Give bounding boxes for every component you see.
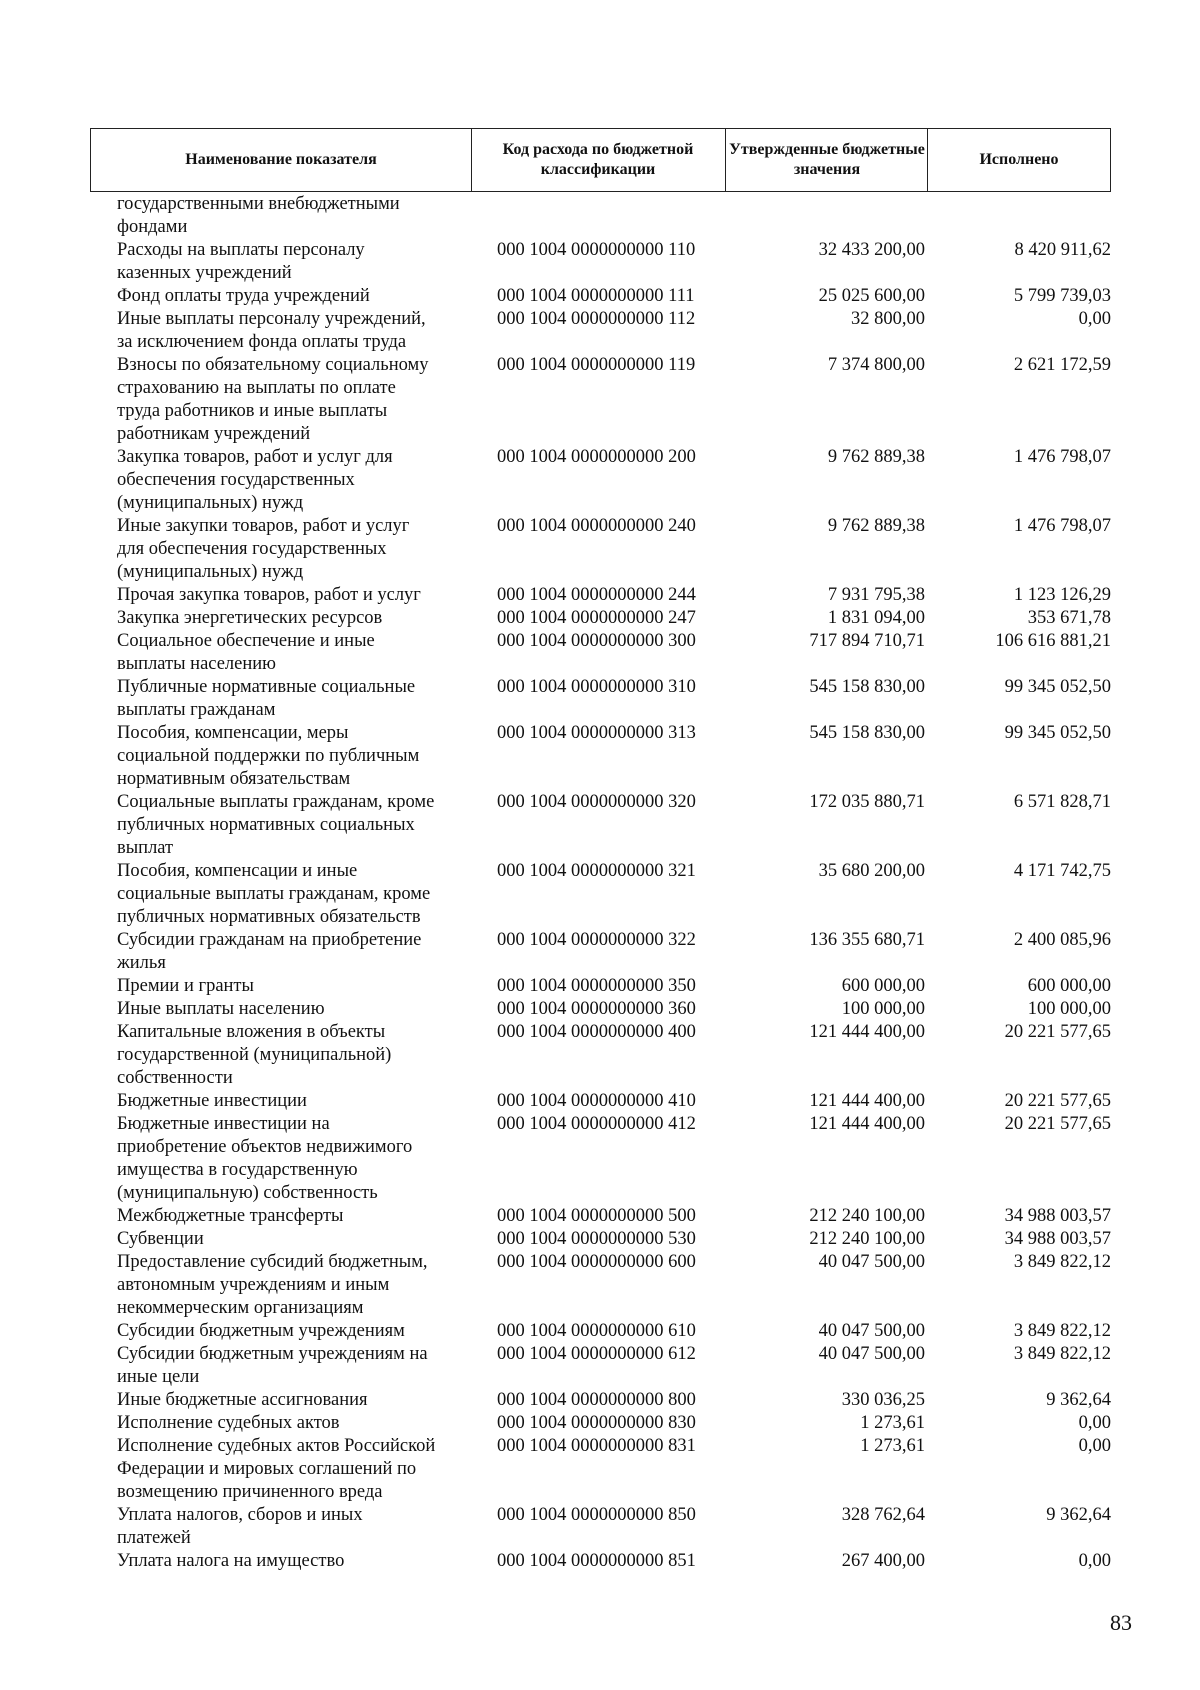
row-approved: 121 444 400,00: [809, 1022, 925, 1042]
row-name-line: Закупка товаров, работ и услуг для: [117, 447, 393, 467]
row-code: 000 1004 0000000000 850: [497, 1505, 696, 1525]
row-code: 000 1004 0000000000 800: [497, 1390, 696, 1410]
row-name: [117, 1435, 487, 1504]
row-name-line: социальные выплаты гражданам, кроме: [117, 884, 431, 904]
row-approved: 1 273,61: [860, 1413, 925, 1433]
row-name: [117, 515, 487, 584]
row-name: [117, 193, 487, 239]
row-executed: 99 345 052,50: [1004, 677, 1111, 697]
table-row: [0, 1251, 1200, 1320]
row-executed: 3 849 822,12: [1013, 1344, 1111, 1364]
row-approved: 330 036,25: [841, 1390, 925, 1410]
row-code: 000 1004 0000000000 310: [497, 677, 696, 697]
row-executed: 0,00: [1078, 1551, 1111, 1571]
row-name: [117, 1251, 487, 1320]
row-name-line: Исполнение судебных актов Российской: [117, 1436, 436, 1456]
row-name-line: обеспечения государственных: [117, 470, 355, 490]
row-code: 000 1004 0000000000 247: [497, 608, 696, 628]
row-executed: 2 400 085,96: [1013, 930, 1111, 950]
table-row: [0, 929, 1200, 975]
row-name-line: автономным учреждениям и иным: [117, 1275, 390, 1295]
row-approved: 545 158 830,00: [809, 723, 925, 743]
row-name-line: для обеспечения государственных: [117, 539, 387, 559]
row-code: 000 1004 0000000000 111: [497, 286, 695, 306]
table-row: [0, 860, 1200, 929]
table-row: [0, 607, 1200, 630]
row-executed: 100 000,00: [1027, 999, 1111, 1019]
row-name-line: выплаты населению: [117, 654, 276, 674]
row-executed: 2 621 172,59: [1013, 355, 1111, 375]
row-code: 000 1004 0000000000 313: [497, 723, 696, 743]
row-code: 000 1004 0000000000 200: [497, 447, 696, 467]
row-name: [117, 239, 487, 285]
header-name: Наименование показателя: [185, 151, 377, 168]
row-name: [117, 929, 487, 975]
row-approved: 40 047 500,00: [818, 1344, 925, 1364]
row-executed: 8 420 911,62: [1014, 240, 1111, 260]
row-name: [117, 1090, 487, 1113]
row-code: 000 1004 0000000000 119: [497, 355, 696, 375]
row-code: 000 1004 0000000000 831: [497, 1436, 696, 1456]
row-name-line: Иные выплаты персоналу учреждений,: [117, 309, 426, 329]
row-name-line: работникам учреждений: [117, 424, 311, 444]
row-approved: 267 400,00: [841, 1551, 925, 1571]
row-executed: 106 616 881,21: [995, 631, 1111, 651]
row-name: [117, 1412, 487, 1435]
row-name-line: Субсидии бюджетным учреждениям на: [117, 1344, 428, 1364]
row-name-line: социальной поддержки по публичным: [117, 746, 420, 766]
row-code: 000 1004 0000000000 350: [497, 976, 696, 996]
table-row: [0, 676, 1200, 722]
row-approved: 100 000,00: [841, 999, 925, 1019]
row-code: 000 1004 0000000000 244: [497, 585, 696, 605]
row-name: [117, 722, 487, 791]
row-name-line: имущества в государственную: [117, 1160, 358, 1180]
row-name-line: некоммерческим организациям: [117, 1298, 364, 1318]
row-approved: 717 894 710,71: [809, 631, 925, 651]
row-executed: 9 362,64: [1046, 1505, 1111, 1525]
header-executed: Исполнено: [979, 151, 1059, 168]
row-approved: 40 047 500,00: [818, 1321, 925, 1341]
row-executed: 0,00: [1078, 1413, 1111, 1433]
row-approved: 40 047 500,00: [818, 1252, 925, 1272]
row-code: 000 1004 0000000000 322: [497, 930, 696, 950]
row-code: 000 1004 0000000000 240: [497, 516, 696, 536]
row-approved: 32 800,00: [851, 309, 925, 329]
row-executed: 0,00: [1078, 309, 1111, 329]
row-code: 000 1004 0000000000 410: [497, 1091, 696, 1111]
row-code: 000 1004 0000000000 112: [497, 309, 696, 329]
row-executed: 20 221 577,65: [1004, 1114, 1111, 1134]
row-name-line: Федерации и мировых соглашений по: [117, 1459, 417, 1479]
row-name-line: Субсидии гражданам на приобретение: [117, 930, 422, 950]
row-name-line: публичных нормативных социальных: [117, 815, 415, 835]
row-name-line: за исключением фонда оплаты труда: [117, 332, 407, 352]
table-row: [0, 975, 1200, 998]
table-row: [0, 630, 1200, 676]
row-name-line: Исполнение судебных актов: [117, 1413, 340, 1433]
row-approved: 212 240 100,00: [809, 1206, 925, 1226]
table-row: [0, 1205, 1200, 1228]
table-row: [0, 998, 1200, 1021]
table-row: [0, 1389, 1200, 1412]
row-code: 000 1004 0000000000 600: [497, 1252, 696, 1272]
row-name-line: фондами: [117, 217, 188, 237]
row-name-line: (муниципальных) нужд: [117, 493, 304, 513]
header-code: Код расхода по бюджетной классификации: [502, 141, 694, 178]
row-executed: 1 476 798,07: [1013, 447, 1111, 467]
row-name-line: Премии и гранты: [117, 976, 254, 996]
table-row: [0, 1504, 1200, 1550]
row-name: [117, 1021, 487, 1090]
row-name: [117, 1228, 487, 1251]
row-approved: 32 433 200,00: [818, 240, 925, 260]
row-approved: 35 680 200,00: [818, 861, 925, 881]
header-divider: [927, 129, 928, 191]
row-executed: 4 171 742,75: [1013, 861, 1111, 881]
row-executed: 9 362,64: [1046, 1390, 1111, 1410]
table-row: [0, 791, 1200, 860]
row-approved: 1 273,61: [860, 1436, 925, 1456]
row-name: [117, 791, 487, 860]
row-name-line: выплат: [117, 838, 174, 858]
row-name: [117, 308, 487, 354]
row-name-line: публичных нормативных обязательств: [117, 907, 421, 927]
row-code: 000 1004 0000000000 530: [497, 1229, 696, 1249]
row-name-line: казенных учреждений: [117, 263, 292, 283]
row-approved: 328 762,64: [841, 1505, 925, 1525]
row-name-line: Расходы на выплаты персоналу: [117, 240, 365, 260]
row-executed: 5 799 739,03: [1013, 286, 1111, 306]
row-name-line: нормативным обязательствам: [117, 769, 351, 789]
row-name-line: Взносы по обязательному социальному: [117, 355, 429, 375]
row-name: [117, 860, 487, 929]
row-name: [117, 676, 487, 722]
table-row: [0, 446, 1200, 515]
row-executed: 600 000,00: [1027, 976, 1111, 996]
row-name-line: Закупка энергетических ресурсов: [117, 608, 383, 628]
row-name-line: собственности: [117, 1068, 233, 1088]
header-approved: Утвержденные бюджетные значения: [729, 141, 925, 178]
row-name-line: Иные выплаты населению: [117, 999, 325, 1019]
row-name: [117, 607, 487, 630]
row-name-line: труда работников и иные выплаты: [117, 401, 388, 421]
row-code: 000 1004 0000000000 400: [497, 1022, 696, 1042]
row-name-line: Социальные выплаты гражданам, кроме: [117, 792, 435, 812]
table-row: [0, 1550, 1200, 1573]
table-row: [0, 239, 1200, 285]
table-header: [90, 128, 1111, 192]
row-name-line: Капитальные вложения в объекты: [117, 1022, 386, 1042]
row-name-line: Иные закупки товаров, работ и услуг: [117, 516, 410, 536]
row-approved: 212 240 100,00: [809, 1229, 925, 1249]
row-code: 000 1004 0000000000 320: [497, 792, 696, 812]
row-name-line: Предоставление субсидий бюджетным,: [117, 1252, 428, 1272]
row-executed: 99 345 052,50: [1004, 723, 1111, 743]
row-code: 000 1004 0000000000 830: [497, 1413, 696, 1433]
row-name-line: Пособия, компенсации, меры: [117, 723, 349, 743]
row-name-line: Бюджетные инвестиции на: [117, 1114, 330, 1134]
row-name-line: платежей: [117, 1528, 191, 1548]
table-row: [0, 308, 1200, 354]
row-name-line: Пособия, компенсации и иные: [117, 861, 358, 881]
row-code: 000 1004 0000000000 612: [497, 1344, 696, 1364]
row-name: [117, 1205, 487, 1228]
row-approved: 25 025 600,00: [818, 286, 925, 306]
row-name-line: государственными внебюджетными: [117, 194, 400, 214]
row-name-line: Публичные нормативные социальные: [117, 677, 416, 697]
row-code: 000 1004 0000000000 851: [497, 1551, 696, 1571]
row-executed: 6 571 828,71: [1013, 792, 1111, 812]
row-executed: 34 988 003,57: [1004, 1229, 1111, 1249]
table-row: [0, 1228, 1200, 1251]
row-name: [117, 446, 487, 515]
table-row: [0, 515, 1200, 584]
row-name-line: выплаты гражданам: [117, 700, 276, 720]
row-approved: 121 444 400,00: [809, 1091, 925, 1111]
row-name: [117, 1113, 487, 1205]
row-name-line: Межбюджетные трансферты: [117, 1206, 344, 1226]
row-executed: 1 123 126,29: [1013, 585, 1111, 605]
row-name: [117, 584, 487, 607]
row-name: [117, 998, 487, 1021]
table-row: [0, 1435, 1200, 1504]
row-approved: 9 762 889,38: [827, 516, 925, 536]
row-executed: 20 221 577,65: [1004, 1091, 1111, 1111]
row-name-line: (муниципальную) собственность: [117, 1183, 378, 1203]
header-divider: [725, 129, 726, 191]
row-name-line: иные цели: [117, 1367, 200, 1387]
table-row: [0, 1412, 1200, 1435]
row-approved: 7 931 795,38: [827, 585, 925, 605]
row-name-line: Уплата налога на имущество: [117, 1551, 345, 1571]
table-row: [0, 1320, 1200, 1343]
row-name: [117, 1320, 487, 1343]
table-row: [0, 1021, 1200, 1090]
row-name: [117, 1389, 487, 1412]
row-name: [117, 1550, 487, 1573]
row-approved: 9 762 889,38: [827, 447, 925, 467]
row-executed: 34 988 003,57: [1004, 1206, 1111, 1226]
row-executed: 1 476 798,07: [1013, 516, 1111, 536]
row-name-line: государственной (муниципальной): [117, 1045, 392, 1065]
page-number: 83: [1110, 1610, 1132, 1635]
row-approved: 1 831 094,00: [827, 608, 925, 628]
row-code: 000 1004 0000000000 610: [497, 1321, 696, 1341]
row-name-line: (муниципальных) нужд: [117, 562, 304, 582]
table-row: [0, 354, 1200, 446]
table-row: [0, 584, 1200, 607]
row-name-line: Субвенции: [117, 1229, 204, 1249]
table-row: [0, 1090, 1200, 1113]
table-row: [0, 193, 1200, 239]
row-approved: 600 000,00: [841, 976, 925, 996]
row-executed: 0,00: [1078, 1436, 1111, 1456]
row-name: [117, 1504, 487, 1550]
row-approved: 136 355 680,71: [809, 930, 925, 950]
row-name-line: страхованию на выплаты по оплате: [117, 378, 396, 398]
row-name-line: Субсидии бюджетным учреждениям: [117, 1321, 405, 1341]
row-name-line: Фонд оплаты труда учреждений: [117, 286, 370, 306]
row-code: 000 1004 0000000000 300: [497, 631, 696, 651]
row-code: 000 1004 0000000000 110: [497, 240, 696, 260]
row-name-line: Бюджетные инвестиции: [117, 1091, 307, 1111]
row-name-line: Иные бюджетные ассигнования: [117, 1390, 368, 1410]
row-name-line: Социальное обеспечение и иные: [117, 631, 375, 651]
row-code: 000 1004 0000000000 500: [497, 1206, 696, 1226]
row-name: [117, 630, 487, 676]
table-row: [0, 722, 1200, 791]
table-row: [0, 285, 1200, 308]
row-name: [117, 1343, 487, 1389]
row-executed: 353 671,78: [1027, 608, 1111, 628]
row-name: [117, 354, 487, 446]
row-approved: 172 035 880,71: [809, 792, 925, 812]
table-row: [0, 1113, 1200, 1205]
row-approved: 545 158 830,00: [809, 677, 925, 697]
row-executed: 20 221 577,65: [1004, 1022, 1111, 1042]
row-code: 000 1004 0000000000 321: [497, 861, 696, 881]
row-name-line: возмещению причиненного вреда: [117, 1482, 383, 1502]
row-name-line: жилья: [117, 953, 166, 973]
row-name: [117, 975, 487, 998]
table-row: [0, 1343, 1200, 1389]
row-name-line: Прочая закупка товаров, работ и услуг: [117, 585, 421, 605]
row-code: 000 1004 0000000000 412: [497, 1114, 696, 1134]
row-executed: 3 849 822,12: [1013, 1321, 1111, 1341]
header-divider: [471, 129, 472, 191]
row-name-line: Уплата налогов, сборов и иных: [117, 1505, 363, 1525]
row-approved: 7 374 800,00: [827, 355, 925, 375]
row-name: [117, 285, 487, 308]
row-name-line: приобретение объектов недвижимого: [117, 1137, 413, 1157]
row-code: 000 1004 0000000000 360: [497, 999, 696, 1019]
row-executed: 3 849 822,12: [1013, 1252, 1111, 1272]
row-approved: 121 444 400,00: [809, 1114, 925, 1134]
